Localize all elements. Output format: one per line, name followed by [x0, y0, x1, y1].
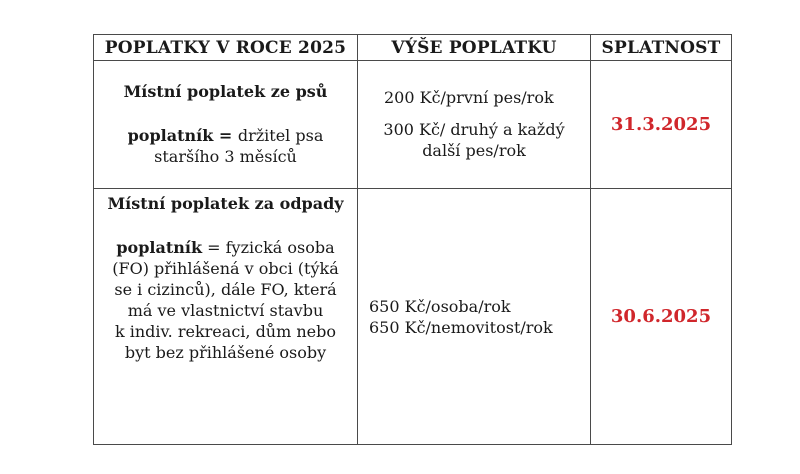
waste-fee-per-property: 650 Kč/nemovitost/rok: [369, 317, 553, 337]
table-row-waste-fee: [94, 189, 732, 445]
dog-fee-payer-label: poplatník =: [127, 126, 238, 145]
dog-fee-payer-line-1: držitel psa: [237, 126, 324, 145]
dog-fee-payer-line-2: staršího 3 měsíců: [154, 147, 297, 166]
header-fee-amount: VÝŠE POPLATKU: [358, 35, 591, 61]
table-header-row: [94, 35, 732, 61]
dog-fee-first-dog: 200 Kč/první pes/rok: [384, 88, 554, 107]
table-row-dog-fee: [94, 61, 732, 189]
dog-fee-amount-cell: [358, 61, 591, 189]
dog-fee-additional-dogs: 300 Kč/ druhý a každý další pes/rok: [383, 120, 565, 160]
fees-table: [93, 34, 732, 445]
header-fees-2025: POPLATKY V ROCE 2025: [94, 35, 358, 61]
dog-fee-due-date: 31.3.2025: [591, 61, 732, 189]
header-due-date: SPLATNOST: [591, 35, 732, 61]
dog-fee-description-cell: [94, 61, 358, 189]
waste-fee-amount-cell: [358, 189, 591, 445]
waste-fee-title: Místní poplatek za odpady: [107, 194, 344, 213]
dog-fee-payer: [94, 125, 357, 167]
waste-fee-due-date: 30.6.2025: [591, 189, 732, 445]
dog-fee-title: Místní poplatek ze psů: [123, 82, 328, 101]
waste-fee-payer-label: poplatník: [116, 238, 203, 257]
waste-fee-per-person: 650 Kč/osoba/rok: [369, 296, 511, 316]
waste-fee-amounts: [358, 296, 590, 338]
waste-fee-payer: poplatník = fyzická osoba (FO) přihlášená v obci (týká se i cizinců), dále FO, která má ve vlastnictví stavbu k indiv. rekreaci, dům nebo byt bez přihlášené osoby: [112, 238, 339, 362]
waste-fee-description-cell: [94, 189, 358, 445]
